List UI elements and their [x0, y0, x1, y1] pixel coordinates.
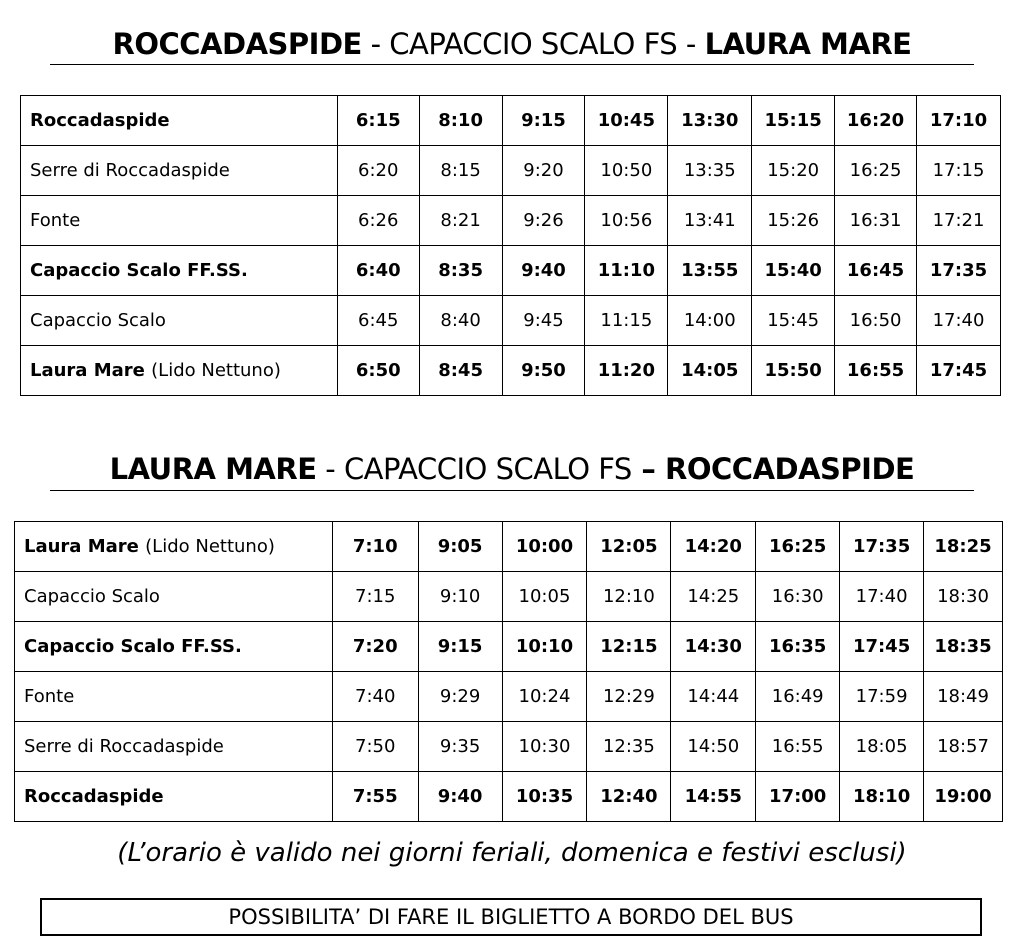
stop-name-cell — [15, 722, 333, 772]
departure-time-cell: 9:40 — [418, 772, 502, 822]
section2-title-from: LAURA MARE — [109, 452, 317, 486]
stop-note: (Lido Nettuno) — [145, 536, 275, 557]
timetable-row — [15, 522, 1003, 572]
departure-time-cell: 8:45 — [419, 346, 502, 396]
stop-name-cell — [15, 772, 333, 822]
stop-name: Fonte — [30, 210, 81, 231]
departure-time-cell: 13:30 — [668, 96, 752, 146]
departure-time-cell: 7:20 — [332, 622, 418, 672]
departure-time-cell: 12:05 — [587, 522, 671, 572]
departure-time-cell: 17:15 — [917, 146, 1001, 196]
timetable-row — [15, 722, 1003, 772]
timetable-row — [15, 672, 1003, 722]
timetable-row — [21, 196, 1001, 246]
departure-time-cell: 10:30 — [502, 722, 587, 772]
departure-time-cell: 6:15 — [337, 96, 419, 146]
departure-time-cell: 17:40 — [917, 296, 1001, 346]
departure-time-cell: 9:35 — [418, 722, 502, 772]
departure-time-cell: 6:50 — [337, 346, 419, 396]
departure-time-cell: 14:25 — [671, 572, 756, 622]
departure-time-cell: 8:21 — [419, 196, 502, 246]
stop-name: Roccadaspide — [24, 786, 164, 807]
departure-time-cell: 16:31 — [835, 196, 917, 246]
departure-time-cell: 7:55 — [332, 772, 418, 822]
departure-time-cell: 11:15 — [585, 296, 668, 346]
validity-note: (L’orario è valido nei giorni feriali, domenica e festivi esclusi) — [117, 838, 907, 868]
section2-title-underline — [50, 490, 974, 491]
departure-time-cell: 9:15 — [502, 96, 585, 146]
departure-time-cell: 9:20 — [502, 146, 585, 196]
departure-time-cell: 13:41 — [668, 196, 752, 246]
departure-time-cell: 6:45 — [337, 296, 419, 346]
departure-time-cell: 16:45 — [835, 246, 917, 296]
departure-time-cell: 10:24 — [502, 672, 587, 722]
departure-time-cell: 9:40 — [502, 246, 585, 296]
section1-title-underline — [50, 64, 974, 65]
departure-time-cell: 17:35 — [917, 246, 1001, 296]
stop-name-cell — [21, 196, 338, 246]
section2-title — [50, 452, 974, 486]
section1-title-sep1: - — [361, 27, 390, 61]
timetable-row — [21, 346, 1001, 396]
departure-time-cell: 17:59 — [840, 672, 924, 722]
stop-note: (Lido Nettuno) — [151, 360, 281, 381]
departure-time-cell: 18:49 — [924, 672, 1003, 722]
timetable-row — [21, 246, 1001, 296]
departure-time-cell: 9:26 — [502, 196, 585, 246]
stop-name-cell — [21, 346, 338, 396]
stop-name-cell — [21, 146, 338, 196]
departure-time-cell: 18:10 — [840, 772, 924, 822]
stop-name-cell — [21, 246, 338, 296]
departure-time-cell: 17:21 — [917, 196, 1001, 246]
timetable-outbound — [20, 95, 1001, 396]
timetable-row — [21, 146, 1001, 196]
timetable-row — [15, 572, 1003, 622]
departure-time-cell: 6:26 — [337, 196, 419, 246]
departure-time-cell: 17:45 — [917, 346, 1001, 396]
departure-time-cell: 17:45 — [840, 622, 924, 672]
departure-time-cell: 14:55 — [671, 772, 756, 822]
departure-time-cell: 18:25 — [924, 522, 1003, 572]
departure-time-cell: 19:00 — [924, 772, 1003, 822]
departure-time-cell: 10:45 — [585, 96, 668, 146]
stop-name: Serre di Roccadaspide — [30, 160, 230, 181]
departure-time-cell: 8:35 — [419, 246, 502, 296]
timetable-row — [15, 622, 1003, 672]
departure-time-cell: 8:40 — [419, 296, 502, 346]
section2-title-via: CAPACCIO SCALO FS — [343, 452, 632, 486]
section1-title-to: LAURA MARE — [704, 27, 912, 61]
section2-title-sep1: - — [316, 452, 344, 486]
timetable-row — [21, 96, 1001, 146]
departure-time-cell: 14:30 — [671, 622, 756, 672]
departure-time-cell: 15:15 — [752, 96, 835, 146]
departure-time-cell: 9:10 — [418, 572, 502, 622]
departure-time-cell: 6:40 — [337, 246, 419, 296]
departure-time-cell: 12:29 — [587, 672, 671, 722]
stop-name-cell — [15, 572, 333, 622]
stop-name-cell — [21, 96, 338, 146]
timetable-return — [14, 521, 1003, 822]
departure-time-cell: 18:30 — [924, 572, 1003, 622]
timetable-row — [15, 772, 1003, 822]
section1-title-sep2: - — [677, 27, 705, 61]
stop-name: Laura Mare — [24, 536, 139, 557]
stop-name-cell — [15, 522, 333, 572]
stop-name: Capaccio Scalo FF.SS. — [24, 636, 242, 657]
departure-time-cell: 7:50 — [332, 722, 418, 772]
departure-time-cell: 16:25 — [756, 522, 840, 572]
departure-time-cell: 14:00 — [668, 296, 752, 346]
departure-time-cell: 9:29 — [418, 672, 502, 722]
departure-time-cell: 16:50 — [835, 296, 917, 346]
section2-title-sep2: – — [631, 452, 666, 486]
stop-name: Roccadaspide — [30, 110, 170, 131]
departure-time-cell: 16:55 — [835, 346, 917, 396]
stop-name: Serre di Roccadaspide — [24, 736, 224, 757]
departure-time-cell: 15:20 — [752, 146, 835, 196]
stop-name-cell — [21, 296, 338, 346]
departure-time-cell: 14:05 — [668, 346, 752, 396]
departure-time-cell: 14:50 — [671, 722, 756, 772]
departure-time-cell: 13:35 — [668, 146, 752, 196]
section1-title — [50, 27, 974, 61]
departure-time-cell: 16:49 — [756, 672, 840, 722]
departure-time-cell: 17:35 — [840, 522, 924, 572]
departure-time-cell: 11:10 — [585, 246, 668, 296]
departure-time-cell: 16:25 — [835, 146, 917, 196]
section2-title-to: ROCCADASPIDE — [665, 452, 915, 486]
departure-time-cell: 9:05 — [418, 522, 502, 572]
departure-time-cell: 11:20 — [585, 346, 668, 396]
departure-time-cell: 13:55 — [668, 246, 752, 296]
departure-time-cell: 7:40 — [332, 672, 418, 722]
departure-time-cell: 8:10 — [419, 96, 502, 146]
departure-time-cell: 15:26 — [752, 196, 835, 246]
departure-time-cell: 18:05 — [840, 722, 924, 772]
departure-time-cell: 15:40 — [752, 246, 835, 296]
timetable-row — [21, 296, 1001, 346]
departure-time-cell: 6:20 — [337, 146, 419, 196]
departure-time-cell: 10:35 — [502, 772, 587, 822]
departure-time-cell: 18:57 — [924, 722, 1003, 772]
stop-name: Capaccio Scalo — [30, 310, 166, 331]
departure-time-cell: 17:10 — [917, 96, 1001, 146]
departure-time-cell: 7:15 — [332, 572, 418, 622]
departure-time-cell: 12:35 — [587, 722, 671, 772]
departure-time-cell: 15:45 — [752, 296, 835, 346]
departure-time-cell: 12:40 — [587, 772, 671, 822]
departure-time-cell: 10:00 — [502, 522, 587, 572]
departure-time-cell: 17:00 — [756, 772, 840, 822]
stop-name: Capaccio Scalo FF.SS. — [30, 260, 248, 281]
departure-time-cell: 14:44 — [671, 672, 756, 722]
departure-time-cell: 16:20 — [835, 96, 917, 146]
departure-time-cell: 10:10 — [502, 622, 587, 672]
departure-time-cell: 8:15 — [419, 146, 502, 196]
departure-time-cell: 9:45 — [502, 296, 585, 346]
section1-title-via: CAPACCIO SCALO FS — [389, 27, 678, 61]
stop-name-cell — [15, 622, 333, 672]
stop-name: Fonte — [24, 686, 75, 707]
departure-time-cell: 14:20 — [671, 522, 756, 572]
stop-name-cell — [15, 672, 333, 722]
departure-time-cell: 10:56 — [585, 196, 668, 246]
departure-time-cell: 9:50 — [502, 346, 585, 396]
section1-title-from: ROCCADASPIDE — [112, 27, 362, 61]
departure-time-cell: 16:55 — [756, 722, 840, 772]
departure-time-cell: 15:50 — [752, 346, 835, 396]
departure-time-cell: 17:40 — [840, 572, 924, 622]
ticket-notice: POSSIBILITA’ DI FARE IL BIGLIETTO A BORDO DEL BUS — [40, 898, 982, 936]
departure-time-cell: 9:15 — [418, 622, 502, 672]
departure-time-cell: 12:15 — [587, 622, 671, 672]
departure-time-cell: 18:35 — [924, 622, 1003, 672]
departure-time-cell: 16:35 — [756, 622, 840, 672]
departure-time-cell: 10:05 — [502, 572, 587, 622]
departure-time-cell: 12:10 — [587, 572, 671, 622]
departure-time-cell: 16:30 — [756, 572, 840, 622]
departure-time-cell: 7:10 — [332, 522, 418, 572]
departure-time-cell: 10:50 — [585, 146, 668, 196]
stop-name: Laura Mare — [30, 360, 145, 381]
stop-name: Capaccio Scalo — [24, 586, 160, 607]
